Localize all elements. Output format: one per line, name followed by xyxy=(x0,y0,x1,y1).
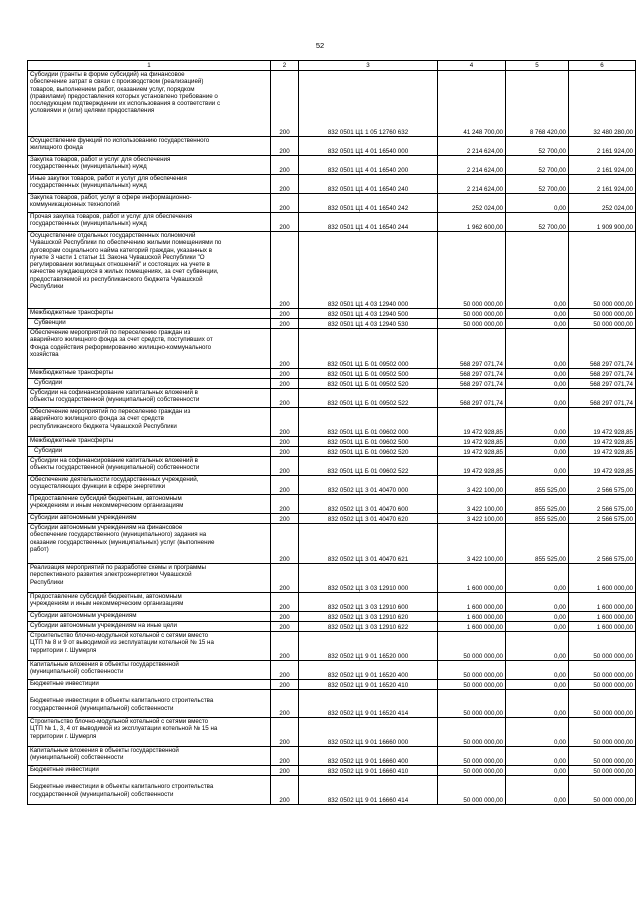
cell-description: Бюджетные инвестиции xyxy=(28,766,271,776)
cell-code: 832 0502 Ц1 3 01 40470 600 xyxy=(299,495,438,514)
table-row xyxy=(28,766,636,776)
cell-section: 200 xyxy=(271,389,299,408)
cell-description: Субсидии автономным учреждениям xyxy=(28,612,271,622)
table-row xyxy=(28,632,636,661)
cell-col5: 0,00 xyxy=(506,194,569,213)
cell-section: 200 xyxy=(271,71,299,137)
cell-code: 832 0502 Ц1 3 01 40470 620 xyxy=(299,514,438,524)
cell-section: 200 xyxy=(271,232,299,309)
cell-col4: 50 000 000,00 xyxy=(438,319,506,329)
cell-section: 200 xyxy=(271,612,299,622)
cell-col4: 50 000 000,00 xyxy=(438,718,506,747)
table-row xyxy=(28,622,636,632)
cell-section: 200 xyxy=(271,369,299,379)
cell-col4: 568 297 071,74 xyxy=(438,379,506,389)
cell-col6: 50 000 000,00 xyxy=(569,661,636,680)
cell-section: 200 xyxy=(271,680,299,690)
cell-code: 832 0501 Ц1 1 05 12760 632 xyxy=(299,71,438,137)
cell-col4: 19 472 928,85 xyxy=(438,408,506,437)
cell-col6: 1 600 000,00 xyxy=(569,612,636,622)
cell-code: 832 0502 Ц1 9 01 16660 410 xyxy=(299,766,438,776)
table-row xyxy=(28,408,636,437)
cell-code: 832 0501 Ц1 Б 01 09602 520 xyxy=(299,447,438,457)
cell-description: Строительство блочно-модульной котельной с сетями вместо ЦТП № 1, 3, 4 от выводимой из эксплуатации котельной № 15 на территории г. Шумерля xyxy=(28,718,271,747)
cell-description: Субсидии автономным учреждениям на финансовое обеспечение государственного (муниципального) задания на оказание государственных (муниципальных) услуг (выполнение работ) xyxy=(28,524,271,564)
cell-code: 832 0501 Ц1 Б 01 09502 522 xyxy=(299,389,438,408)
cell-description: Межбюджетные трансферты xyxy=(28,309,271,319)
table-row xyxy=(28,329,636,369)
cell-description: Закупка товаров, работ и услуг для обеспечения государственных (муниципальных) нужд xyxy=(28,156,271,175)
table-row xyxy=(28,564,636,593)
cell-col4: 50 000 000,00 xyxy=(438,309,506,319)
cell-col6: 50 000 000,00 xyxy=(569,718,636,747)
cell-col5: 0,00 xyxy=(506,437,569,447)
cell-description: Закупка товаров, работ, услуг в сфере информационно- коммуникационных технологий xyxy=(28,194,271,213)
cell-col6: 2 566 575,00 xyxy=(569,524,636,564)
cell-code: 832 0502 Ц1 3 01 40470 000 xyxy=(299,476,438,495)
cell-section: 200 xyxy=(271,319,299,329)
cell-col4: 50 000 000,00 xyxy=(438,661,506,680)
table-row xyxy=(28,309,636,319)
cell-col5: 52 700,00 xyxy=(506,175,569,194)
cell-col5: 0,00 xyxy=(506,622,569,632)
cell-section: 200 xyxy=(271,175,299,194)
cell-section: 200 xyxy=(271,564,299,593)
cell-section: 200 xyxy=(271,690,299,718)
cell-code: 832 0502 Ц1 3 03 12910 000 xyxy=(299,564,438,593)
table-row xyxy=(28,495,636,514)
cell-col4: 50 000 000,00 xyxy=(438,632,506,661)
cell-col5: 0,00 xyxy=(506,593,569,612)
cell-col5: 0,00 xyxy=(506,319,569,329)
cell-code: 832 0502 Ц1 9 01 16520 000 xyxy=(299,632,438,661)
cell-col4: 50 000 000,00 xyxy=(438,232,506,309)
cell-col4: 1 962 600,00 xyxy=(438,213,506,232)
cell-description: Субвенции xyxy=(28,319,271,329)
cell-col5: 855 525,00 xyxy=(506,476,569,495)
cell-col6: 19 472 928,85 xyxy=(569,437,636,447)
table-row xyxy=(28,661,636,680)
cell-col4: 50 000 000,00 xyxy=(438,766,506,776)
cell-section: 200 xyxy=(271,766,299,776)
cell-col4: 50 000 000,00 xyxy=(438,747,506,766)
table-row xyxy=(28,690,636,718)
table-row xyxy=(28,156,636,175)
column-header: 3 xyxy=(299,61,438,71)
cell-code: 832 0502 Ц1 9 01 16660 414 xyxy=(299,776,438,805)
column-header: 6 xyxy=(569,61,636,71)
cell-col4: 252 024,00 xyxy=(438,194,506,213)
cell-description: Бюджетные инвестиции в объекты капитального строительства государственной (муниципальной) собственности xyxy=(28,776,271,805)
cell-col4: 19 472 928,85 xyxy=(438,437,506,447)
cell-col5: 0,00 xyxy=(506,408,569,437)
cell-description: Субсидии (гранты в форме субсидий) на финансовое обеспечение затрат в связи с производством (реализацией) товаров, выполнением работ, оказанием услуг, порядком (правилами) предоставления которых установлено требование о последующем подтверждении их использования в соответствии с условиями и (или) целями предоставления xyxy=(28,71,271,137)
cell-col4: 568 297 071,74 xyxy=(438,369,506,379)
cell-description: Капитальные вложения в объекты государственной (муниципальной) собственности xyxy=(28,747,271,766)
cell-description: Субсидии автономным учреждениям xyxy=(28,514,271,524)
cell-col4: 2 214 624,00 xyxy=(438,156,506,175)
cell-code: 832 0501 Ц1 Б 01 09602 000 xyxy=(299,408,438,437)
cell-col4: 568 297 071,74 xyxy=(438,329,506,369)
cell-col6: 19 472 928,85 xyxy=(569,457,636,476)
cell-col6: 50 000 000,00 xyxy=(569,680,636,690)
table-row xyxy=(28,389,636,408)
cell-col6: 252 024,00 xyxy=(569,194,636,213)
cell-description: Субсидии на софинансирование капитальных вложений в объекты государственной (муниципальной) собственности xyxy=(28,389,271,408)
cell-description: Субсидии xyxy=(28,379,271,389)
cell-col6: 50 000 000,00 xyxy=(569,690,636,718)
cell-section: 200 xyxy=(271,213,299,232)
cell-code: 832 0501 Ц1 Б 01 09502 000 xyxy=(299,329,438,369)
cell-description: Прочая закупка товаров, работ и услуг для обеспечения государственных (муниципальных) нужд xyxy=(28,213,271,232)
cell-description: Осуществление отдельных государственных полномочий Чувашской Республики по обеспечению жилыми помещениями по договорам социального найма категорий граждан, указанных в пункте 3 части 1 статьи 11 Закона Чувашской Республики "О регулировании жилищных отношений" и состоящих на учете в качестве нуждающихся в жилых помещениях, за счет субвенции, предоставляемой из республиканского бюджета Чувашской Республики xyxy=(28,232,271,309)
table-row xyxy=(28,447,636,457)
table-row xyxy=(28,776,636,805)
cell-col6: 2 566 575,00 xyxy=(569,495,636,514)
cell-section: 200 xyxy=(271,661,299,680)
cell-col4: 1 600 000,00 xyxy=(438,612,506,622)
cell-col5: 0,00 xyxy=(506,309,569,319)
cell-section: 200 xyxy=(271,776,299,805)
cell-section: 200 xyxy=(271,329,299,369)
cell-col5: 0,00 xyxy=(506,329,569,369)
table-row xyxy=(28,213,636,232)
table-row xyxy=(28,137,636,156)
cell-code: 832 0502 Ц1 3 03 12910 600 xyxy=(299,593,438,612)
cell-col5: 855 525,00 xyxy=(506,514,569,524)
cell-description: Иные закупки товаров, работ и услуг для обеспечения государственных (муниципальных) нужд xyxy=(28,175,271,194)
cell-section: 200 xyxy=(271,593,299,612)
cell-section: 200 xyxy=(271,476,299,495)
table-row xyxy=(28,593,636,612)
table-row xyxy=(28,747,636,766)
cell-section: 200 xyxy=(271,524,299,564)
cell-description: Субсидии автономным учреждениям на иные цели xyxy=(28,622,271,632)
cell-section: 200 xyxy=(271,309,299,319)
cell-description: Осуществление функций по использованию государственного жилищного фонда xyxy=(28,137,271,156)
cell-col5: 0,00 xyxy=(506,747,569,766)
cell-col4: 50 000 000,00 xyxy=(438,776,506,805)
cell-section: 200 xyxy=(271,514,299,524)
cell-code: 832 0501 Ц1 Б 01 09502 500 xyxy=(299,369,438,379)
table-row xyxy=(28,457,636,476)
cell-code: 832 0502 Ц1 9 01 16520 414 xyxy=(299,690,438,718)
cell-description: Предоставление субсидий бюджетным, автономным учреждениям и иным некоммерческим организациям xyxy=(28,593,271,612)
cell-code: 832 0501 Ц1 4 01 16540 240 xyxy=(299,175,438,194)
cell-section: 200 xyxy=(271,632,299,661)
cell-col5: 0,00 xyxy=(506,632,569,661)
cell-code: 832 0502 Ц1 3 01 40470 621 xyxy=(299,524,438,564)
page-number: 52 xyxy=(315,41,325,50)
cell-col5: 52 700,00 xyxy=(506,156,569,175)
cell-description: Обеспечение деятельности государственных учреждений, осуществляющих функции в сфере энергетики xyxy=(28,476,271,495)
cell-col6: 1 600 000,00 xyxy=(569,593,636,612)
table-row xyxy=(28,718,636,747)
cell-col5: 0,00 xyxy=(506,690,569,718)
cell-description: Бюджетные инвестиции xyxy=(28,680,271,690)
cell-col6: 568 297 071,74 xyxy=(569,379,636,389)
table-row xyxy=(28,524,636,564)
cell-col5: 0,00 xyxy=(506,447,569,457)
column-header: 5 xyxy=(506,61,569,71)
cell-col6: 50 000 000,00 xyxy=(569,319,636,329)
cell-col6: 1 600 000,00 xyxy=(569,622,636,632)
cell-col6: 2 161 924,00 xyxy=(569,175,636,194)
cell-col6: 50 000 000,00 xyxy=(569,776,636,805)
cell-code: 832 0501 Ц1 4 01 16540 242 xyxy=(299,194,438,213)
cell-col5: 0,00 xyxy=(506,612,569,622)
cell-col4: 568 297 071,74 xyxy=(438,389,506,408)
cell-code: 832 0501 Ц1 4 01 16540 200 xyxy=(299,156,438,175)
cell-col5: 0,00 xyxy=(506,564,569,593)
cell-section: 200 xyxy=(271,747,299,766)
cell-col5: 8 768 420,00 xyxy=(506,71,569,137)
cell-description: Капитальные вложения в объекты государственной (муниципальной) собственности xyxy=(28,661,271,680)
cell-code: 832 0501 Ц1 4 03 12940 000 xyxy=(299,232,438,309)
table-row xyxy=(28,71,636,137)
cell-description: Субсидии на софинансирование капитальных вложений в объекты государственной (муниципальной) собственности xyxy=(28,457,271,476)
cell-col5: 855 525,00 xyxy=(506,524,569,564)
cell-code: 832 0501 Ц1 Б 01 09602 522 xyxy=(299,457,438,476)
cell-description: Реализация мероприятий по разработке схемы и программы перспективного развития электроэнергетики Чувашской Республики xyxy=(28,564,271,593)
cell-section: 200 xyxy=(271,379,299,389)
table-row xyxy=(28,514,636,524)
cell-description: Межбюджетные трансферты xyxy=(28,369,271,379)
cell-col5: 0,00 xyxy=(506,680,569,690)
cell-col6: 50 000 000,00 xyxy=(569,747,636,766)
cell-col6: 50 000 000,00 xyxy=(569,766,636,776)
cell-col4: 50 000 000,00 xyxy=(438,690,506,718)
cell-section: 200 xyxy=(271,457,299,476)
cell-col5: 0,00 xyxy=(506,766,569,776)
table-row xyxy=(28,476,636,495)
cell-col5: 0,00 xyxy=(506,661,569,680)
cell-col4: 1 600 000,00 xyxy=(438,622,506,632)
table-row xyxy=(28,612,636,622)
cell-description: Межбюджетные трансферты xyxy=(28,437,271,447)
cell-description: Субсидии xyxy=(28,447,271,457)
cell-col4: 2 214 624,00 xyxy=(438,137,506,156)
cell-col5: 0,00 xyxy=(506,369,569,379)
cell-code: 832 0502 Ц1 3 03 12910 620 xyxy=(299,612,438,622)
budget-table xyxy=(27,60,636,805)
cell-col4: 3 422 100,00 xyxy=(438,514,506,524)
cell-col5: 0,00 xyxy=(506,389,569,408)
cell-col4: 2 214 624,00 xyxy=(438,175,506,194)
cell-code: 832 0501 Ц1 Б 01 09602 500 xyxy=(299,437,438,447)
cell-col6: 19 472 928,85 xyxy=(569,447,636,457)
cell-col4: 1 600 000,00 xyxy=(438,593,506,612)
table-row xyxy=(28,369,636,379)
cell-col6: 1 909 900,00 xyxy=(569,213,636,232)
table-row xyxy=(28,437,636,447)
cell-col6: 2 161 924,00 xyxy=(569,156,636,175)
cell-col6: 2 566 575,00 xyxy=(569,514,636,524)
cell-col5: 0,00 xyxy=(506,776,569,805)
cell-col5: 0,00 xyxy=(506,718,569,747)
cell-description: Обеспечение мероприятий по переселению граждан из аварийного жилищного фонда за счет средств республиканского бюджета Чувашской Республики xyxy=(28,408,271,437)
cell-col6: 568 297 071,74 xyxy=(569,329,636,369)
cell-col6: 50 000 000,00 xyxy=(569,632,636,661)
cell-col4: 50 000 000,00 xyxy=(438,680,506,690)
cell-section: 200 xyxy=(271,495,299,514)
cell-col4: 3 422 100,00 xyxy=(438,495,506,514)
cell-col6: 1 600 000,00 xyxy=(569,564,636,593)
cell-section: 200 xyxy=(271,437,299,447)
table-row xyxy=(28,194,636,213)
cell-section: 200 xyxy=(271,447,299,457)
cell-code: 832 0502 Ц1 9 01 16520 410 xyxy=(299,680,438,690)
cell-code: 832 0502 Ц1 3 03 12910 622 xyxy=(299,622,438,632)
cell-code: 832 0501 Ц1 4 03 12940 530 xyxy=(299,319,438,329)
cell-col4: 19 472 928,85 xyxy=(438,447,506,457)
cell-col4: 3 422 100,00 xyxy=(438,476,506,495)
cell-col5: 0,00 xyxy=(506,457,569,476)
cell-code: 832 0501 Ц1 4 01 16540 244 xyxy=(299,213,438,232)
cell-section: 200 xyxy=(271,194,299,213)
cell-section: 200 xyxy=(271,156,299,175)
cell-description: Обеспечение мероприятий по переселению граждан из аварийного жилищного фонда за счет средств, поступивших от Фонда содействия реформированию жилищно-коммунального хозяйства xyxy=(28,329,271,369)
cell-section: 200 xyxy=(271,137,299,156)
cell-col4: 19 472 928,85 xyxy=(438,457,506,476)
cell-col4: 3 422 100,00 xyxy=(438,524,506,564)
cell-section: 200 xyxy=(271,718,299,747)
column-header: 2 xyxy=(271,61,299,71)
cell-col5: 0,00 xyxy=(506,232,569,309)
column-header: 4 xyxy=(438,61,506,71)
cell-col6: 32 480 280,00 xyxy=(569,71,636,137)
table-row xyxy=(28,319,636,329)
cell-section: 200 xyxy=(271,622,299,632)
cell-description: Бюджетные инвестиции в объекты капитального строительства государственной (муниципальной) собственности xyxy=(28,690,271,718)
cell-col6: 568 297 071,74 xyxy=(569,389,636,408)
cell-col6: 19 472 928,85 xyxy=(569,408,636,437)
cell-code: 832 0501 Ц1 4 03 12940 500 xyxy=(299,309,438,319)
cell-description: Предоставление субсидий бюджетным, автономным учреждениям и иным некоммерческим организациям xyxy=(28,495,271,514)
table-row xyxy=(28,175,636,194)
cell-code: 832 0501 Ц1 4 01 16540 000 xyxy=(299,137,438,156)
cell-col6: 568 297 071,74 xyxy=(569,369,636,379)
table-header-row xyxy=(28,61,636,71)
cell-col6: 50 000 000,00 xyxy=(569,232,636,309)
cell-code: 832 0502 Ц1 9 01 16520 400 xyxy=(299,661,438,680)
cell-col6: 50 000 000,00 xyxy=(569,309,636,319)
table-body xyxy=(28,71,636,805)
table-row xyxy=(28,680,636,690)
cell-description: Строительство блочно-модульной котельной с сетями вместо ЦТП № 8 и 9 от выводимой из эксплуатации котельной № 15 на территории г. Шумерля xyxy=(28,632,271,661)
cell-col5: 52 700,00 xyxy=(506,137,569,156)
cell-col5: 52 700,00 xyxy=(506,213,569,232)
cell-code: 832 0501 Ц1 Б 01 09502 520 xyxy=(299,379,438,389)
cell-code: 832 0502 Ц1 9 01 16660 000 xyxy=(299,718,438,747)
cell-section: 200 xyxy=(271,408,299,437)
cell-code: 832 0502 Ц1 9 01 16660 400 xyxy=(299,747,438,766)
cell-col4: 41 248 700,00 xyxy=(438,71,506,137)
cell-col4: 1 600 000,00 xyxy=(438,564,506,593)
cell-col5: 0,00 xyxy=(506,379,569,389)
table-row xyxy=(28,232,636,309)
cell-col5: 855 525,00 xyxy=(506,495,569,514)
column-header: 1 xyxy=(28,61,271,71)
cell-col6: 2 566 575,00 xyxy=(569,476,636,495)
cell-col6: 2 161 924,00 xyxy=(569,137,636,156)
table-row xyxy=(28,379,636,389)
